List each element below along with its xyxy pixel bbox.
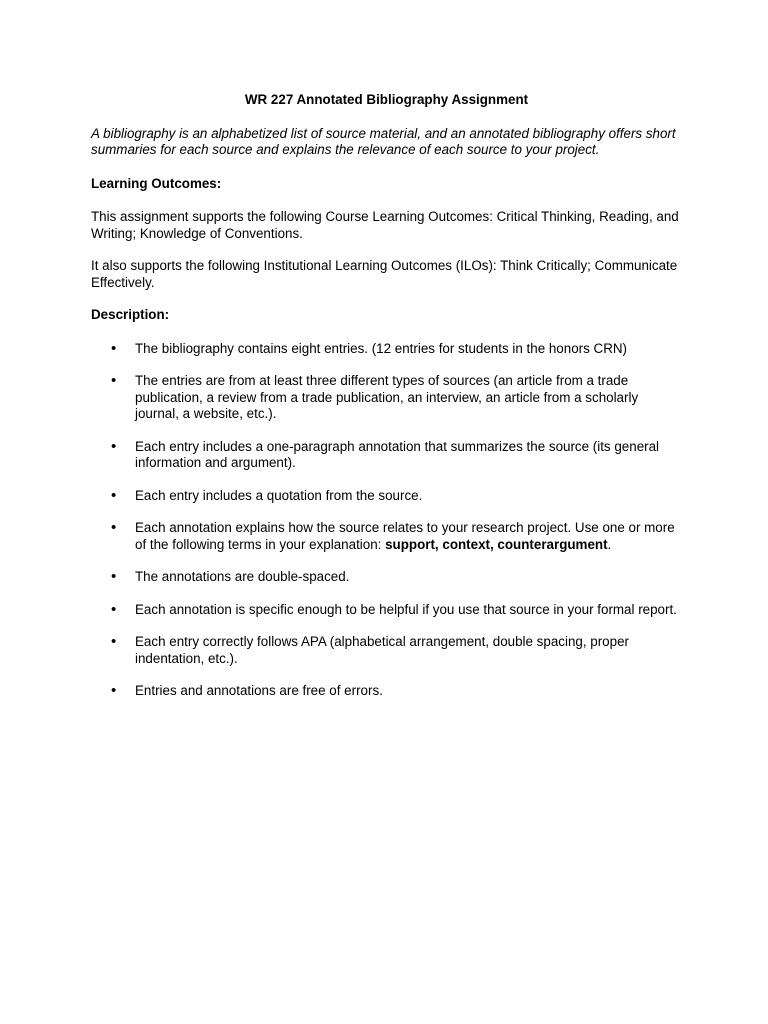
description-heading: Description: (91, 307, 170, 322)
list-item-text: Each annotation is specific enough to be helpful if you use that source in your formal report. (135, 601, 677, 617)
list-item-text: The annotations are double-spaced. (135, 569, 350, 584)
list-item (91, 683, 682, 700)
list-item-text: Each entry includes a quotation from the source. (135, 487, 423, 503)
list-item (91, 602, 682, 619)
list-item-text: Each entry correctly follows APA (alphabetical arrangement, double spacing, proper indentation, etc.). (135, 634, 629, 666)
list-item (91, 439, 682, 472)
list-item-bold-terms: support, context, counterargument (385, 536, 608, 552)
bullet-icon: • (111, 437, 117, 455)
institutional-outcomes-paragraph: It also supports the following Institutional Learning Outcomes (ILOs): Think Critically; Communicate Effectively. (91, 258, 678, 290)
list-item-text: Entries and annotations are free of errors. (135, 683, 383, 698)
list-item (91, 634, 682, 667)
list-item (91, 488, 682, 505)
bullet-icon: • (111, 568, 117, 585)
bullet-icon: • (111, 682, 117, 699)
list-item (91, 341, 682, 358)
description-list (91, 341, 682, 700)
bullet-icon: • (111, 519, 117, 536)
intro-paragraph: A bibliography is an alphabetized list of source material, and an annotated bibliography offers short summaries for each source and explains the relevance of each source to your project. (91, 125, 676, 157)
bullet-icon: • (111, 372, 117, 389)
bullet-icon: • (111, 486, 117, 504)
list-item-text: Each annotation explains how the source relates to your research project. Use one or more of the following terms in your explanation: (135, 520, 675, 552)
list-item-text: The bibliography contains eight entries. (12 entries for students in the honors CRN) (135, 340, 627, 356)
list-item-trailing-text: . (607, 536, 612, 552)
list-item-text: Each entry includes a one-paragraph annotation that summarizes the source (its general information and argument). (135, 438, 660, 470)
list-item (91, 520, 682, 553)
list-item (91, 373, 682, 423)
list-item (91, 569, 682, 586)
bullet-icon: • (111, 600, 117, 618)
list-item-text: The entries are from at least three different types of sources (an article from a trade publication, a review from a trade publication, an interview, an article from a scholarly journal, a website, etc.). (135, 373, 639, 421)
bullet-icon: • (111, 339, 117, 357)
document-title: WR 227 Annotated Bibliography Assignment (244, 92, 529, 107)
learning-outcomes-heading: Learning Outcomes: (91, 175, 222, 191)
bullet-icon: • (111, 633, 117, 650)
course-outcomes-paragraph: This assignment supports the following Course Learning Outcomes: Critical Thinking, Reading, and Writing; Knowledge of Conventions. (91, 209, 679, 241)
